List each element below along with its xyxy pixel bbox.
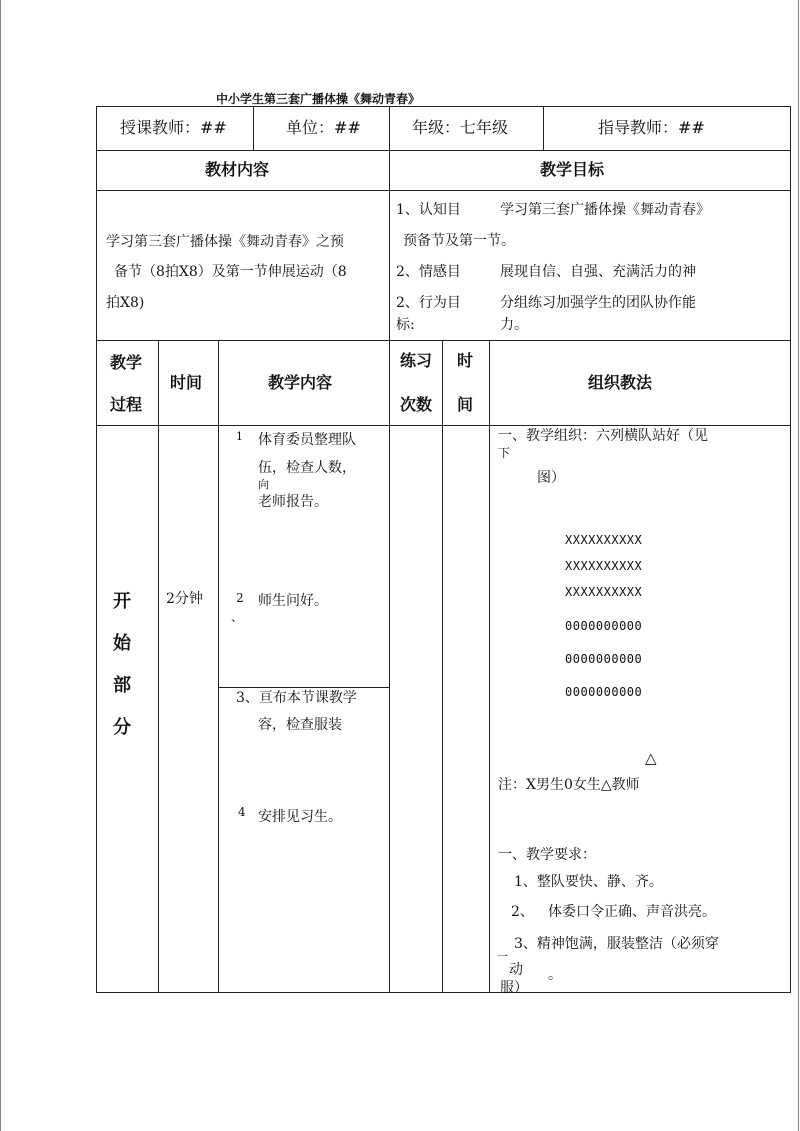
goal-text: 学习第三套广播体操《舞动青春》 [500,202,710,218]
material-line-3: 拍X8) [106,295,145,311]
col-practice-top: 练习 [400,351,433,370]
requirement-2: 体委口令正确、声音洪亮。 [548,904,716,920]
material-heading: 教材内容 [205,160,270,179]
formation-row: XXXXXXXXXX [565,533,643,547]
content-item-2: 师生问好。 [258,593,328,609]
content-item-4: 安排见习生。 [258,809,342,825]
org-stub: 下 [498,446,511,460]
requirements-heading: 一、教学要求： [498,847,596,863]
requirement-3-mark: 一 [497,950,508,963]
phase-duration: 2分钟 [166,591,203,607]
item-number: 4 [238,805,246,819]
formation-row: 0000000000 [565,685,643,699]
requirement-3: 3、精神饱满，服装整洁（必须穿 [514,936,719,952]
goal-label: 2、行为目 [396,295,461,311]
advisor-field: 指导教师：## [598,118,705,137]
goal-label: 1、认知目 [396,202,461,218]
item-number: 2 [236,591,244,605]
document-title: 中小学生第三套广播体操《舞动青春》 [216,92,421,106]
item-number: 1 [236,430,243,443]
content-item-3-cont: 容，检查服装 [258,717,342,733]
col-time2-bottom: 间 [457,395,474,414]
grade-field: 年级：七年级 [412,118,509,137]
goals-heading: 教学目标 [540,160,605,179]
requirement-3-cont: 动 [509,962,523,978]
requirement-3-end: 。 [548,967,562,983]
phase-label [113,593,131,737]
formation-row: XXXXXXXXXX [565,585,643,599]
content-item-3: 3、亘布本节课教学 [236,690,357,706]
page-edge-left [0,0,1,1131]
content-item-1-end: 老师报告。 [258,494,328,510]
phase-char: 始 [113,633,131,654]
col-process-bottom: 过程 [110,395,143,414]
material-line-2: 备节（8拍X8）及第一节伸展运动（8 [114,264,347,280]
formation-row: 0000000000 [565,652,643,666]
col-practice-bottom: 次数 [400,395,433,414]
requirement-3-cont-2: 服） [500,980,528,996]
col-method: 组织教法 [588,373,653,392]
teacher-field: 授课教师：## [120,118,227,137]
goal-text-cont: 力。 [500,317,528,333]
unit-field: 单位：## [286,118,361,137]
goal-label-cont: 标: [396,317,415,333]
formation-row: XXXXXXXXXX [565,559,643,573]
content-item-1-stub: 向 [258,478,269,491]
formation-row: 0000000000 [565,619,643,633]
org-line-2: 图） [537,470,565,486]
requirement-1: 1、整队要快、静、齐。 [514,874,663,890]
goal-text: 展现自信、自强、充满活力的神 [500,264,696,280]
col-process-top: 教学 [110,353,143,372]
goal-text-cont: 预备节及第一节。 [403,233,515,249]
col-content: 教学内容 [268,373,333,392]
goal-label: 2、情感目 [396,264,461,280]
col-time2-top: 时 [457,351,474,370]
col-time: 时间 [170,373,203,392]
page-edge-right [798,0,799,1131]
phase-char: 开 [113,591,131,612]
requirement-2-number: 2、 [511,904,534,920]
material-line-1: 学习第三套广播体操《舞动青春》之预 [106,234,344,250]
goal-text: 分组练习加强学生的团队协作能 [500,295,696,311]
item-separator: 、 [231,610,244,624]
legend-note: 注：X男生0女生△教师 [498,777,640,793]
teacher-marker-icon: △ [645,749,657,767]
org-line-1: 一、教学组织：六列横队站好（见 [498,428,708,444]
phase-char: 分 [113,717,131,738]
content-item-1: 体育委员整理队 [258,432,356,448]
phase-char: 部 [113,675,131,696]
content-item-1-cont: 伍，检查人数， [258,460,356,476]
